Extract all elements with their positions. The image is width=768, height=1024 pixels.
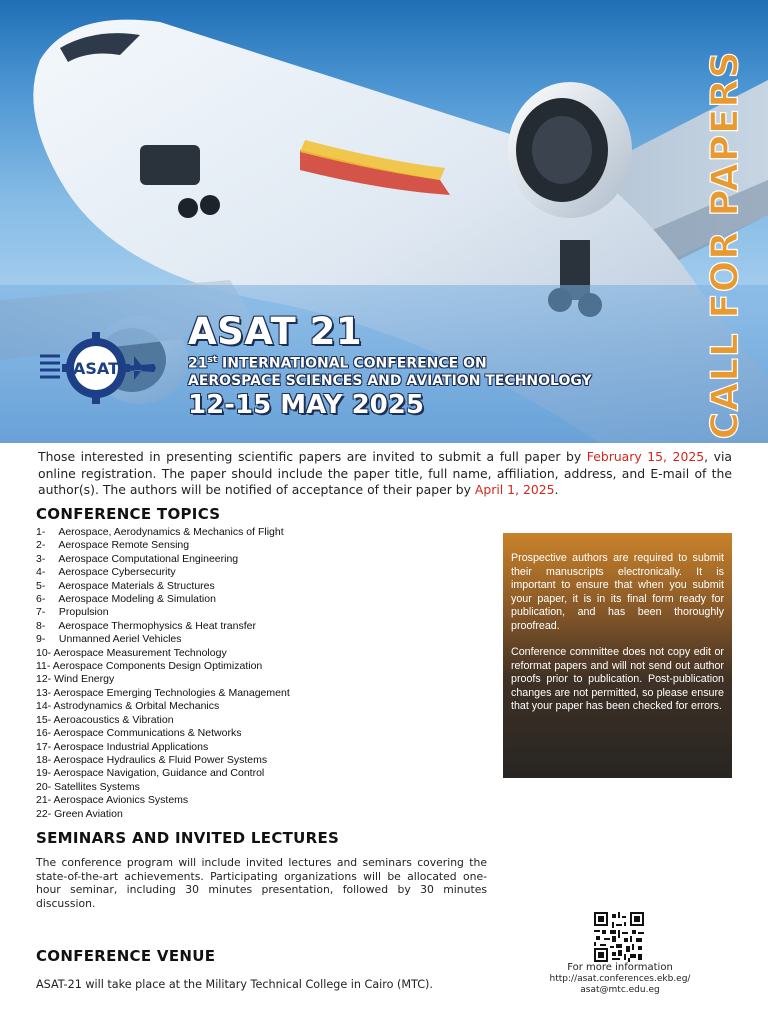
topic-number: 21- <box>36 794 52 807</box>
call-for-papers-banner <box>690 45 760 440</box>
subtitle-sup: st <box>207 355 218 365</box>
topic-label: Propulsion <box>58 606 109 619</box>
topic-item <box>36 620 476 633</box>
topic-label: Aerospace Modeling & Simulation <box>58 593 216 606</box>
seminars-text: The conference program will include invited lectures and seminars covering the state-of-the-art achievements. Participating organizations will be allocated one-hour seminar, including 30 minutes presentation, followed by 30 minutes discussion. <box>36 856 487 910</box>
conference-dates: 12-15 MAY 2025 <box>188 390 424 420</box>
topic-number: 18- <box>36 753 52 766</box>
topic-item <box>36 741 476 754</box>
topic-number: 7- <box>36 606 46 619</box>
topic-number: 8- <box>36 619 46 632</box>
topic-number: 13- <box>36 686 52 699</box>
topic-label: Aerospace Emerging Technologies & Management <box>53 686 290 699</box>
topic-label: Aerospace Measurement Technology <box>53 646 227 659</box>
topic-item <box>36 539 476 552</box>
intro-part3: . <box>554 482 559 497</box>
topic-label: Astrodynamics & Orbital Mechanics <box>53 700 220 713</box>
notification-date: April 1, 2025 <box>474 482 555 497</box>
topic-label: Aerospace Thermophysics & Heat transfer <box>58 619 256 632</box>
conference-subtitle <box>188 352 592 390</box>
topic-item <box>36 714 476 727</box>
topic-label: Aerospace Materials & Structures <box>58 579 215 592</box>
topic-number: 3- <box>36 552 46 565</box>
topic-item <box>36 767 476 780</box>
topic-number: 22- <box>36 807 52 820</box>
topic-item <box>36 687 476 700</box>
topic-number: 17- <box>36 740 52 753</box>
venue-text: ASAT-21 will take place at the Military Technical College in Cairo (MTC). <box>36 978 433 991</box>
topic-label: Aerospace Communications & Networks <box>53 727 242 740</box>
intro-paragraph <box>38 449 732 499</box>
hero-banner <box>0 0 768 443</box>
topic-item <box>36 593 476 606</box>
submission-info-para1: Prospective authors are required to submit their manuscripts electronically. It is important to ensure that when you submit your paper, it is in its final form ready for publication, and has been thoroughly proofread. <box>511 552 724 632</box>
intro-part2: , via online registration. The paper should include the paper title, full name, affiliation, address, and E-mail of the author(s). The authors will be notified of acceptance of their paper by <box>38 449 732 497</box>
topic-label: Aerospace Navigation, Guidance and Control <box>53 767 265 780</box>
venue-heading: CONFERENCE VENUE <box>36 947 216 965</box>
topic-number: 4- <box>36 566 46 579</box>
topic-label: Aerospace Remote Sensing <box>58 539 190 552</box>
topic-item <box>36 673 476 686</box>
topic-number: 10- <box>36 646 52 659</box>
topic-item <box>36 526 476 539</box>
conference-title: ASAT 21 <box>188 310 363 353</box>
contact-info <box>530 961 710 996</box>
call-for-papers-text: CALL FOR PAPERS <box>703 50 747 440</box>
submission-deadline: February 15, 2025 <box>586 449 705 464</box>
topic-number: 12- <box>36 673 52 686</box>
submission-info-para2: Conference committee does not copy edit or reformat papers and will not send out author proofs prior to publication. Post-publication changes are not permitted, so please ensure that your paper has been checked for errors. <box>511 646 724 712</box>
topic-label: Aerospace Hydraulics & Fluid Power Systems <box>53 753 268 766</box>
topic-number: 15- <box>36 713 52 726</box>
topic-item <box>36 553 476 566</box>
topic-item <box>36 727 476 740</box>
subtitle-ordinal: 21 <box>188 355 208 372</box>
topic-number: 2- <box>36 539 46 552</box>
topic-label: Aerospace, Aerodynamics & Mechanics of Flight <box>58 526 284 538</box>
website-link[interactable]: http://asat.conferences.ekb.eg/ <box>549 974 691 984</box>
topic-number: 20- <box>36 780 52 793</box>
more-info-label: For more information <box>567 962 673 973</box>
topic-item <box>36 633 476 646</box>
logo-text: ASAT <box>73 359 119 378</box>
subtitle-line2: AEROSPACE SCIENCES AND AVIATION TECHNOLOGY <box>188 372 592 389</box>
qr-code-icon[interactable] <box>594 912 644 962</box>
topic-label: Aerospace Cybersecurity <box>58 566 176 579</box>
topic-item <box>36 580 476 593</box>
topic-number: 19- <box>36 767 52 780</box>
topic-label: Aerospace Components Design Optimization <box>52 660 263 673</box>
topic-label: Aerospace Computational Engineering <box>58 552 239 565</box>
topic-label: Wind Energy <box>54 673 115 686</box>
topics-list <box>36 526 476 821</box>
topic-item <box>36 660 476 673</box>
asat-logo-gear-icon <box>38 332 158 404</box>
topic-number: 5- <box>36 579 46 592</box>
airplane-icon <box>122 356 156 380</box>
topic-item <box>36 566 476 579</box>
topic-label: Aerospace Industrial Applications <box>53 740 209 753</box>
topics-heading: CONFERENCE TOPICS <box>36 505 221 523</box>
topic-label: Unmanned Aeriel Vehicles <box>58 633 182 646</box>
topic-number: 14- <box>36 700 52 713</box>
topic-item <box>36 808 476 821</box>
topic-item <box>36 781 476 794</box>
topic-number: 6- <box>36 593 46 606</box>
topic-label: Green Aviation <box>54 807 123 820</box>
seminars-heading: SEMINARS AND INVITED LECTURES <box>36 829 340 847</box>
topic-label: Aeroacoustics & Vibration <box>53 713 174 726</box>
topic-item <box>36 700 476 713</box>
topic-item <box>36 754 476 767</box>
topic-label: Satellites Systems <box>54 780 140 793</box>
email-link[interactable]: asat@mtc.edu.eg <box>580 985 660 995</box>
topic-item <box>36 794 476 807</box>
submission-info-box <box>503 533 732 778</box>
topic-number: 9- <box>36 633 46 646</box>
topic-item <box>36 606 476 619</box>
topic-number: 16- <box>36 727 52 740</box>
intro-part1: Those interested in presenting scientific papers are invited to submit a full paper by <box>38 449 587 464</box>
topic-number: 1- <box>36 526 46 538</box>
topic-label: Aerospace Avionics Systems <box>53 794 189 807</box>
topic-item <box>36 647 476 660</box>
topic-number: 11- <box>36 660 51 673</box>
subtitle-line1: INTERNATIONAL CONFERENCE ON <box>217 355 487 372</box>
